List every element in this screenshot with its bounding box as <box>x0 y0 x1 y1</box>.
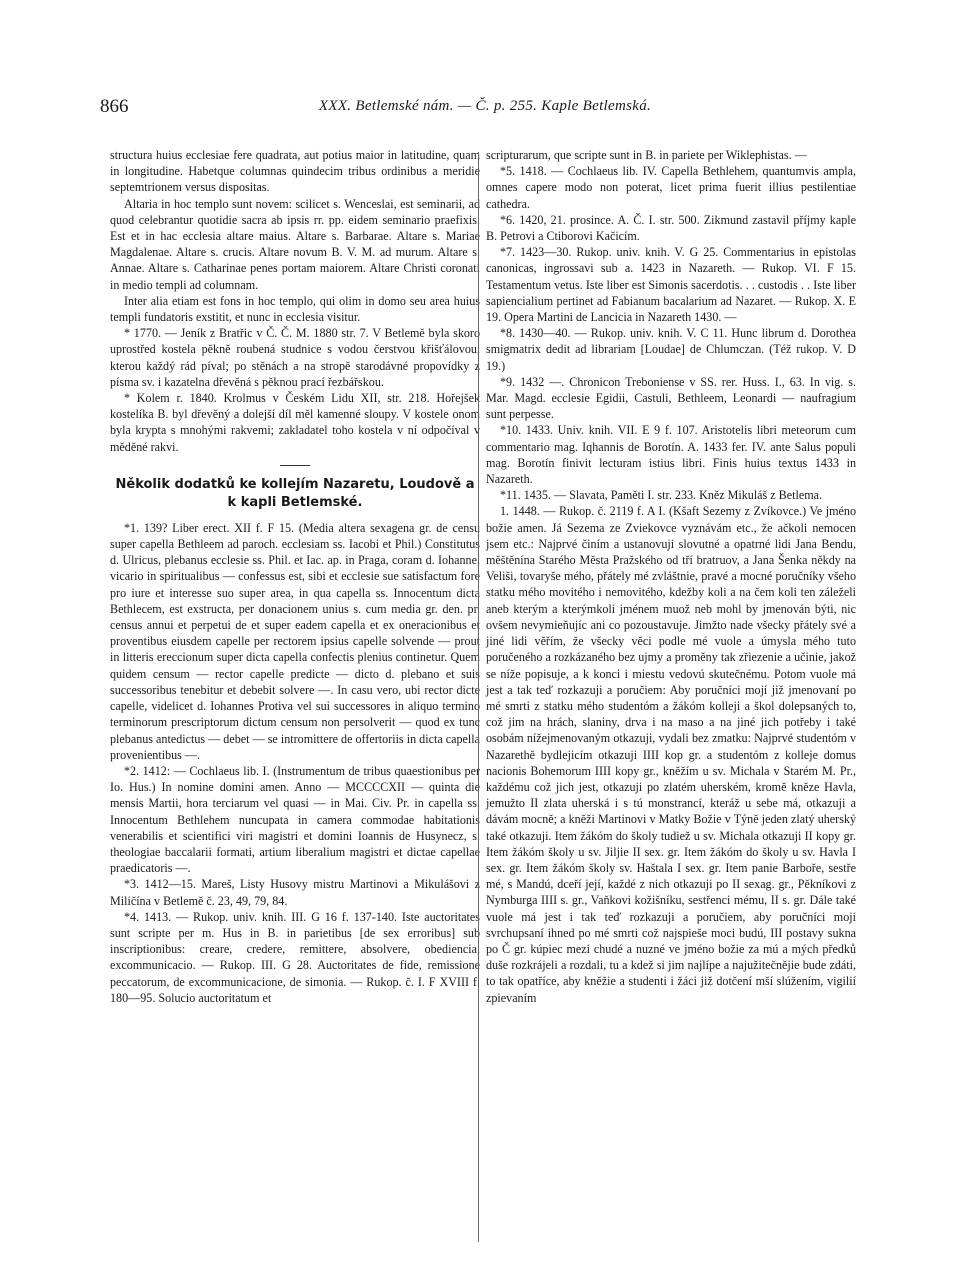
paragraph: *4. 1413. — Rukop. univ. knih. III. G 16 f. 137-140. Iste auctoritates sunt scripte per m. Hus in B. in parietibus [de sex erroribus] sub inscriptionibus: creare, credere, remittere, absolvere, obediencia, excommunicacio. — Rukop. III. G 28. Auctoritates de fide, remissione peccatorum, de excommunicacione, de simonia. — Rukop. č. I. F XVIII f. 180—95. Solucio auctoritatum et <box>110 909 480 1005</box>
column-divider <box>478 152 479 1242</box>
paragraph: *3. 1412—15. Mareš, Listy Husovy mistru Martinovi a Mikulášovi z Miličína v Betlemě č. 23, 49, 79, 84. <box>110 877 480 908</box>
left-column <box>110 147 480 1006</box>
paragraph: *5. 1418. — Cochlaeus lib. IV. Capella Bethlehem, quantumvis ampla, omnes capere modo non poterat, licet prima fuerit illius pestilentiae cathedra. <box>486 164 856 211</box>
paragraph: Altaria in hoc templo sunt novem: scilicet s. Wenceslai, est seminarii, ad quod celebrantur quotidie sacra ab ipsis rr. pp. eidem seminario praefixis. Est et in hac ecclesia altare maius. Altare s. Barbarae. Altare s. Mariae Magdalenae. Altare s. crucis. Altare novum B. V. M. ad murum. Altare s. Annae. Altare s. Catharinae penes portam maiorem. Altare Christi coronati in medio templi ad columnam. <box>110 196 480 292</box>
paragraph: * 1770. — Jeník z Bratřic v Č. Č. M. 1880 str. 7. V Betlemě byla skoro uprostřed kostela pěkně roubená studnice s vodou čerstvou křišťálovou, kterou každý rád píval; po stěnách a na stropě starodávné propovídky z písma sv. i kazatelna dřevěná s pěknou prací řezbářskou. <box>110 326 480 389</box>
paragraph: * Kolem r. 1840. Krolmus v Českém Lidu XII, str. 218. Hořejšek kostelíka B. byl dřevěný a dolejší díl měl kamenné sloupy. V kostele onom byla krypta s mnohými rakvemi; zakladatel toho kostela v ní odpočíval v měděné rakvi. <box>110 391 480 454</box>
paragraph: 1. 1448. — Rukop. č. 2119 f. A I. (Kšaft Sezemy z Zvíkovce.) Ve jméno božie amen. Já Sezema ze Zviekovce vyznávám etc., že ačkoli nemocen jsem etc.: Najprvé činím a ustanovuji slovutné a opatrné lidi Jana Bendu, měštěnína Starého Města Pražského od tří bratruov, a Jana Šenka někdy na Veliši, tovaryše mého, přátely mé zvláštnie, pravé a mocné poručníky všeho statku mého movitého i nemovitého, kdežby koli a na čem koli ten záleželi aneb kterým a kterýmkoli jménem muož neb mohl by jmenován býti, nic ovšem nevymieňujíc ani co pozoustavuje. Jimžto nade všecky přátely své a jiné lidi věřím, že všecky věci podle mé vuole a úmysla mého tuto poručeného a rozkázaného bez ujmy a proměny tak zřiezenie a učinie, jakož se níže popisuje, a k konci i miestu vedovú skutečnému. Potom vuole má jest a tak teď rozkazuji a poručiem: Aby poručníci mojí již jmenovaní po mé smrti z statku mého studentóm a žákóm kolleji a škol dolepsaných to, což jim na hrách, slaniny, drva i na maso a na jiné jich potřeby i také osobám nížejmenovaným otkazuji, vydali bez zmatku: Najprvé studentóm v Nazarethě bydlejicím otkazuji IIII kop gr. a studentóm z kolleje domus nacionis Bohemorum IIII kopy gr., kněžím u sv. Michala v Starém M. Pr., každému což jich jest, otkazuji po zlatém uherském, kromě kněze Havla, jemužto II zlata uherská i s tú monstrancí, kteráž u sebe má, otkazuji a dávám mocně; a kněži Martinovi v Matky Božie v Týně jeden zlatý uherský také otkazuji. Item žákóm do školy tudiež u sv. Michala otkazuji II kopy gr. Item žákóm školy u sv. Jiljie II sex. gr. Item žákóm do školy u sv. Havla I sex. gr. Item žákóm školy sv. Haštala I sex. gr. Item panie Barboře, sestře mé, s Mandú, dceří její, každé z nich otkazuji po II sexag. gr., Pěkníkovi z Nymburga IIII s. gr., Vaňkovi kožišníku, sestřenci mému, II s. gr. Dále také vuole má jest i tak teď rozkazuji a poručiem, aby poručníci moji svrchupsaní ihned po mé smrti což najspieše moci budú, III postavy sukna po Č gr. kúpiec mezi chudé a nuzné ve jméno božie za mú a mých předků duše rozkrájeli a rozdali, tu a kdež si jim najlípe a najužitečnějie bude zdáti, to tak opatříce, aby kněžie a studenti i žáci již dotčení mší slúžením, vigilií zpievaním <box>486 504 856 1005</box>
paragraph: Inter alia etiam est fons in hoc templo, qui olim in domo seu area huius templi fundatoris exstitit, et nunc in ecclesia visitur. <box>110 293 480 325</box>
paragraph: *6. 1420, 21. prosince. A. Č. I. str. 500. Zikmund zastavil příjmy kaple B. Petrovi a Ctiborovi Kačicím. <box>486 212 856 244</box>
paragraph: *1. 139? Liber erect. XII f. F 15. (Media altera sexagena gr. de censu super capella Bethleem ad paroch. ecclesiam ss. Iacobi et Phil.) Constitutus d. Ulricus, plebanus ecclesie ss. Phil. et Iac. ap. in Praga, coram d. Iohanne, vicario in spiritualibus — confessus est, sibi et ecclesie sue satisfactum fore pro iure et interesse suo super area, in qua capella ss. Innocentum dicta Bethlecem, est exstructa, per donacionem unius s. cum media gr. den. pr. census annui et perpetui de et super eadem capella et ex oneracionibus et proventibus eiusdem capelle per rectorem ipsius capelle solvende — prout in litteris ereccionum super dicta capella confectis plenius continetur. Quem quidem censum — rector capelle predicte — dicto d. plebano et suis successoribus tenebitur et debebit solvere —. In casu vero, ubi rector dicte capelle, videlicet d. Iohannes Protiva vel sui successores in aliquo termino terminorum prescriptorum dictum censum non persolverit — quod ex tunc plebanus antedictus — debet — se intromittere de offertoriis in dicta capella provenientibus —. <box>110 520 480 762</box>
page-number: 866 <box>100 96 129 117</box>
page-header <box>100 96 870 126</box>
paragraph: *11. 1435. — Slavata, Paměti I. str. 233. Kněz Mikuláš z Betlema. <box>500 488 822 503</box>
running-head: XXX. Betlemské nám. — Č. p. 255. Kaple Betlemská. <box>318 98 652 114</box>
paragraph: *8. 1430—40. — Rukop. univ. knih. V. C 11. Hunc librum d. Dorothea smigmatrix dedit ad librariam [Loudae] de Chlumczan. (Též rukop. V. D 19.) <box>486 326 856 373</box>
paragraph: *7. 1423—30. Rukop. univ. knih. V. G 25. Commentarius in epistolas canonicas, ingrossavi sub a. 1423 in Nazareth. — Rukop. VI. F 15. Testamentum vetus. Iste liber est Simonis sacerdotis. . . custodis . . Iste liber sapiencialium pertinet ad Fabianum bacalarium ad Nazaret. — Rukop. X. E 19. Opera Martini de Lancicia in Nazareth 1430. — <box>486 245 856 325</box>
paragraph: structura huius ecclesiae fere quadrata, aut potius maior in latitudine, quam in longitudine. Habetque columnas quindecim tribus ordinibus a meridie septemtrionem versus dispositas. <box>110 148 480 195</box>
right-column <box>486 147 856 1006</box>
paragraph: *2. 1412: — Cochlaeus lib. I. (Instrumentum de tribus quaestionibus per Io. Hus.) In nomine domini amen. Anno — MCCCCXII — quinta die mensis Martii, hora terciarum vel quasi — in Mai. Civ. Pr. in capella ss. Innocentum Bethlehem nuncupata in camera commodae habitationis venerabilis et scientifici viri magistri et domini Ioannis de Husynecz, s. theologiae baccalarii formati, artium liberalium magistri et dictae capellae praedicatoris —. <box>110 763 480 876</box>
paragraph: *9. 1432 —. Chronicon Treboniense v SS. rer. Huss. I., 63. In vig. s. Mar. Magd. ecclesie Egidii, Castuli, Bethleem, Leonardi — naufragium sunt perpesse. <box>486 374 856 422</box>
paragraph: scripturarum, que scripte sunt in B. in pariete per Wiklephistas. — <box>486 148 807 162</box>
section-divider <box>280 465 310 466</box>
paragraph: *10. 1433. Univ. knih. VII. E 9 f. 107. Aristotelis libri meteorum cum commentario mag. Iqhannis de Borotín. A. 1433 fer. IV. ante Salus populi mag. Borotín finivit lecturam istius libri. Finis huius textus 1433 in Nazareth. <box>486 423 856 487</box>
section-title: Několik dodatků ke kollejím Nazaretu, Loudově a k kapli Betlemské. <box>115 476 475 510</box>
